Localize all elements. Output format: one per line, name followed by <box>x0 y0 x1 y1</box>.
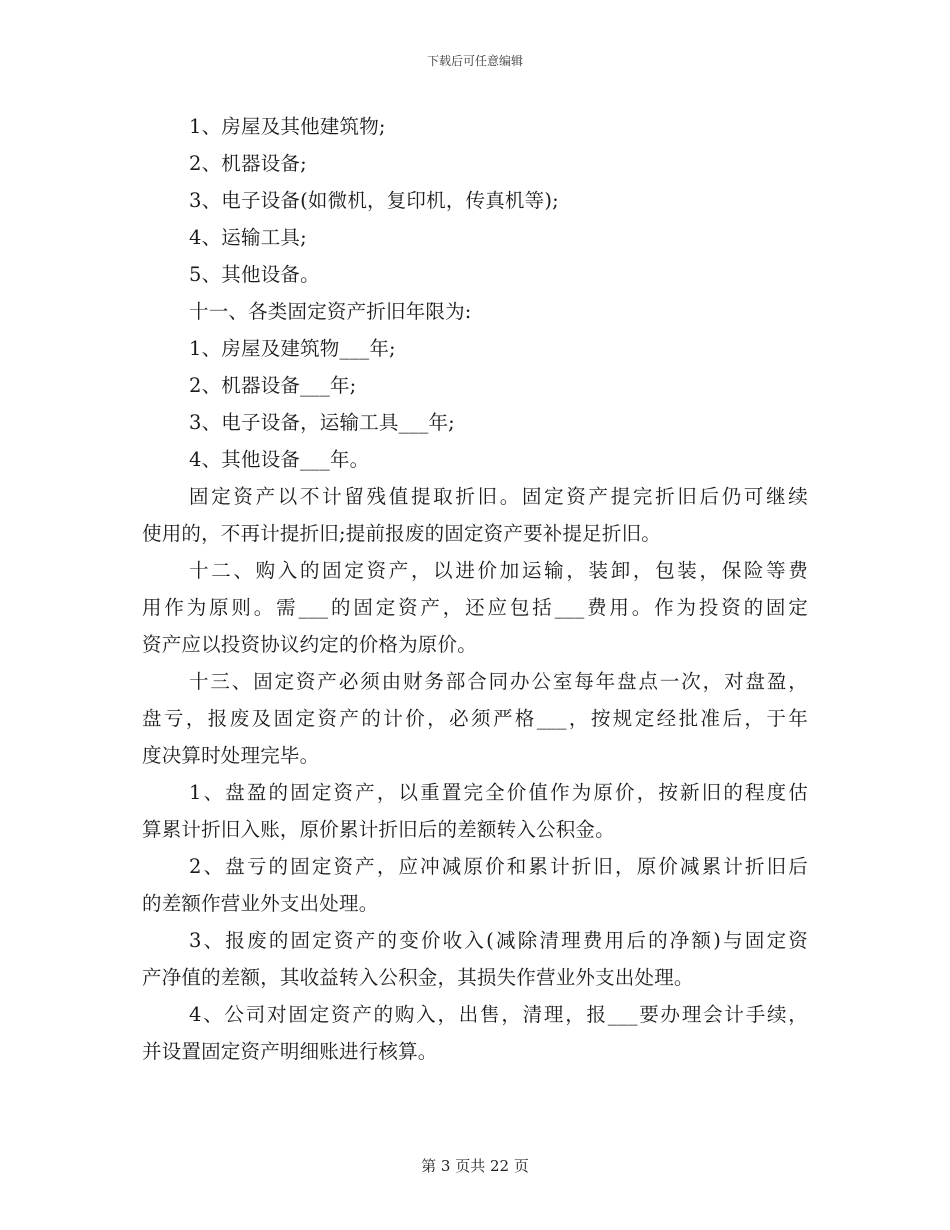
page-footer: 第 3 页共 22 页 <box>421 1157 529 1175</box>
page-header: 下载后可任意编辑 <box>426 54 523 68</box>
text-line: 2、机器设备___年; <box>189 374 357 397</box>
text-line: 3、电子设备，运输工具___年; <box>189 411 455 434</box>
text-line: 1、盘盈的固定资产，以重置完全价值作为原价，按新旧的程度估 <box>189 781 808 804</box>
text-line: 资产应以投资协议约定的价格为原价。 <box>142 633 477 656</box>
text-line: 度决算时处理完毕。 <box>142 744 320 767</box>
document-body <box>142 108 808 1070</box>
text-line: 4、其他设备___年。 <box>189 448 370 471</box>
text-line: 3、电子设备(如微机，复印机，传真机等); <box>189 189 559 212</box>
text-line: 算累计折旧入账，原价累计折旧后的差额转入公积金。 <box>142 818 615 841</box>
text-line: 用作为原则。需___的固定资产，还应包括___费用。作为投资的固定 <box>142 596 808 619</box>
text-line: 十二、购入的固定资产，以进价加运输，装卸，包装，保险等费 <box>189 559 808 582</box>
text-line: 3、报废的固定资产的变价收入(减除清理费用后的净额)与固定资 <box>189 929 808 952</box>
text-line: 5、其他设备。 <box>189 263 320 286</box>
text-line: 十三、固定资产必须由财务部合同办公室每年盘点一次，对盘盈， <box>189 670 808 693</box>
text-line: 使用的，不再计提折旧;提前报废的固定资产要补提足折旧。 <box>142 522 661 545</box>
text-line: 的差额作营业外支出处理。 <box>142 892 379 915</box>
text-line: 盘亏，报废及固定资产的计价，必须严格___，按规定经批准后，于年 <box>142 707 808 730</box>
text-line: 2、机器设备; <box>189 152 307 175</box>
text-line: 1、房屋及其他建筑物; <box>189 115 386 138</box>
text-line: 2、盘亏的固定资产，应冲减原价和累计折旧，原价减累计折旧后 <box>189 855 808 878</box>
text-line: 4、公司对固定资产的购入，出售，清理，报___要办理会计手续， <box>189 1003 808 1026</box>
text-line: 4、运输工具; <box>189 226 307 249</box>
text-line: 1、房屋及建筑物___年; <box>189 337 396 360</box>
text-line: 固定资产以不计留残值提取折旧。固定资产提完折旧后仍可继续 <box>189 485 808 508</box>
text-line: 十一、各类固定资产折旧年限为: <box>189 300 472 323</box>
text-line: 产净值的差额，其收益转入公积金，其损失作营业外支出处理。 <box>142 966 694 989</box>
text-line: 并设置固定资产明细账进行核算。 <box>142 1040 438 1063</box>
